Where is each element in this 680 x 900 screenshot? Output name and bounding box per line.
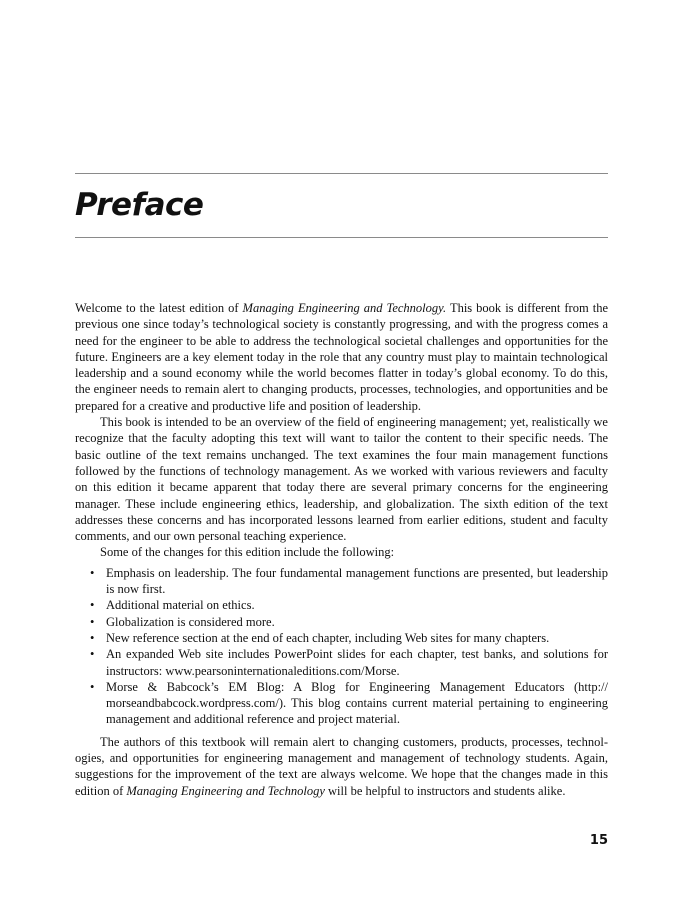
list-item: [90, 679, 608, 728]
bullet-icon: •: [90, 679, 95, 694]
page-number: 15: [589, 833, 608, 848]
bullet-icon: •: [90, 614, 95, 629]
page-title: Preface: [75, 187, 204, 223]
book-title: Managing Engineering and Technology: [126, 783, 325, 798]
bullet-icon: •: [90, 565, 95, 580]
list-item-text: Emphasis on leadership. The four fundamental management functions are presented, but leadership is now first.: [106, 565, 608, 597]
intro-paragraph: [75, 300, 608, 414]
list-item-text: Globalization is considered more.: [106, 614, 275, 629]
closing-paragraph: [75, 734, 608, 799]
bottom-rule: [75, 237, 608, 238]
list-item: [90, 630, 608, 646]
list-item-text: An expanded Web site includes PowerPoint slides for each chapter, test banks, and solutions for instructors: www.pearsoninternationaleditions.com/Morse.: [106, 647, 608, 678]
list-item: [90, 646, 608, 679]
closing-text-end: will be helpful to instructors and students alike.: [324, 783, 566, 798]
list-item-text: New reference section at the end of each chapter, including Web sites for many chapters.: [106, 630, 550, 645]
top-rule: [75, 173, 608, 174]
changes-intro-paragraph: Some of the changes for this edition include the following:: [100, 545, 395, 560]
intro-text-start: Welcome to the latest edition of: [75, 301, 243, 315]
closing-text-start: The authors of this textbook will remain alert to changing customers, products, processes, technologies, and opportunities for engineering management and management of technology students. Again, suggestions for the improvement of the text are always welcome. We hope that the changes made in this edition of: [75, 734, 608, 798]
book-title: Managing Engineering and Technology.: [242, 301, 447, 315]
list-item-text: Additional material on ethics.: [106, 598, 255, 613]
overview-paragraph: This book is intended to be an overview of the field of engineering management; yet, realistically we recognize that the faculty adopting this text will want to tailor the content to their specific needs. The basic outline of the text remains unchanged. The text examines the four main management functions followed by the functions of technology management. As we worked with various reviewers and faculty on this edition it became apparent that today there are several primary concerns for the engineering manager. These include engineering ethics, leadership, and globalization. The sixth edition of the text addresses these concerns and has incorporated lessons learned from earlier editions, student and faculty comments, and our own personal teaching experience.: [75, 415, 608, 544]
bullet-icon: •: [90, 647, 95, 662]
intro-text-end: This book is different from the previous one since today’s technological society is constantly progressing, and with the progress comes a need for the engineer to be able to address the technological societal challenges and opportunities for the future. Engineers are a key element today in the role that any country must play to maintain technological leadership and a sound economy while the world becomes flatter in today’s global economy. To do this, the engineer needs to remain alert to changing products, processes, technologies, and opportunities and be prepared for a creative and productive life and position of leadership.: [75, 301, 608, 413]
bullet-icon: •: [90, 598, 95, 613]
list-item: [90, 597, 608, 613]
list-item: [90, 614, 608, 630]
preface-body: [75, 300, 608, 799]
list-item-text: Morse & Babcock’s EM Blog: A Blog for Engineering Management Educators (http:// morseandbabcock.wordpress.com/). This blog contains current material pertaining to engineering management and additional reference and project material.: [106, 679, 608, 727]
bullet-icon: •: [90, 630, 95, 645]
list-item: [90, 565, 608, 598]
changes-list: [75, 565, 608, 728]
